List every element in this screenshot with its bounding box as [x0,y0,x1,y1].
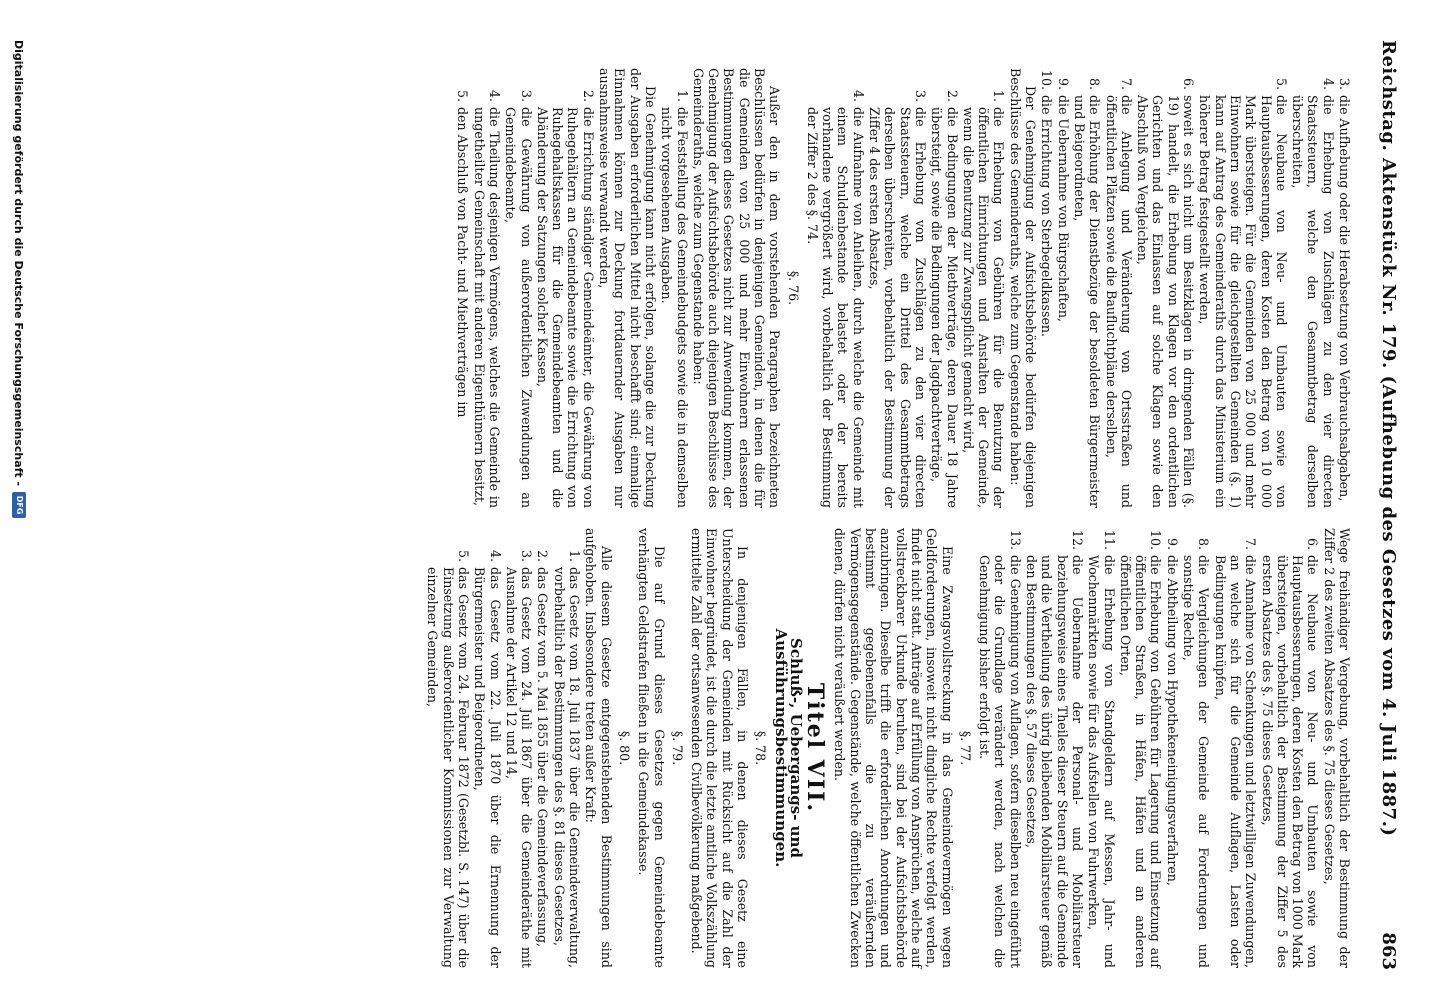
list-item-number: 3. [1337,77,1352,90]
list-item-text: die Neubaue von Neu- und Umbauten sowie von Hauptausbesserungen, deren Kosten den Betrag von 10 000 Mark übersteigen. Für die Gemeinden von 25 000 und mehr Einwohnern sowie für die gleichgestellten Gemeinden (§. 1) kann auf Antrag des Gemeinderaths durch das Ministerium ein höherer Betrag festgestellt werden, [1197,95,1289,508]
list-item-text: das Gesetz vom 24. Februar 1872 (Gesetzbl. S. 147) über die Einsetzung außerordentlicher Kommissionen zur Verwaltung einzelner Gemeinden, [425,567,471,968]
list-item [1212,528,1258,968]
digitization-footer [8,40,30,1000]
list-item-text: die Anlegung und Veränderung von Ortsstraßen und öffentlichen Plätzen sowie die Baufluchtpläne derselben, [1103,95,1134,508]
list-item-number: 4. [850,89,866,102]
list-item [535,84,596,508]
list-item-text: das Gesetz vom 18. Juli 1837 über die Gemeindeverwaltung, vorbehaltlich der Bestimmungen des §. 81 dieses Gesetzes, [551,567,583,968]
list-item-number: 3. [518,89,534,102]
list-item [1164,528,1179,968]
list-item [1337,68,1352,508]
list-item-text: die Feststellung des Gemeindebudgets sowie die in demselben nicht vorgesehenen Ausgaben. [659,107,690,508]
list-item-text: die Erhebung von Standgeldern auf Messen, Jahr- und Wochenmärkten sowie für das Aufstellen von Fuhrwerken, [1086,555,1117,968]
list-item [1290,68,1336,508]
list-item [1072,68,1103,508]
list-item-number: 9. [1164,537,1180,550]
list-item-number: 7. [1118,77,1134,90]
list-item-text: die Vergleichungen der Gemeinde auf Forderungen und sonstige Rechte, [1181,555,1212,968]
section-heading: §. 79. [669,730,685,766]
list-item-number: 10. [1148,529,1164,550]
title-heading: Titel VII. [802,682,829,814]
list-item-text: die Erhebung von Gebühren für Lagerung und Einsetzung auf öffentlichen Straßen, in Häfen, Häfen und an anderen öffentlichen Orten, [1117,555,1164,968]
footer-text: Digitalisierung gefördert durch die Deutsche Forschungsgemeinschaft - [12,40,26,487]
list-item-text: das Gesetz vom 22. Juli 1870 über die Ernennung der Bürgermeister und Beigeordneten, [472,567,503,968]
section-heading: §. 80. [616,730,632,766]
paragraph: Die Genehmigung kann nicht erfolgen, solange die zur Deckung der Ausgaben erforderlichen Mittel nicht beschafft sind; einmalige Einnahmen können zur Deckung fortdauernder Ausgaben nur ausnahmsweise verwandt werden, [597,68,658,508]
list-item [551,544,582,968]
list-item-text: die Erhöhung der Dienstbezüge der besoldeten Bürgermeister und Beigeordneten, [1071,95,1103,508]
list-item-number: 1. [991,89,1007,102]
list-item [1055,68,1070,508]
paragraph: Außer den in dem vorstehenden Paragraphen bezeichneten Beschlüssen bedürfen in denjenigen Gemeinden, in denen die für die Gemeinden von 25 000 und mehr Einwohnern erlassenen Bestimmungen dieses Gesetzes nicht zur Anwendung kommen, der Genehmigung der Aufsichtsbehörde auch diejenigen Beschlüsse des Gemeinderaths, welche zum Gegenstande haben: [690,68,783,508]
list-item [1086,528,1117,968]
left-text-column [454,68,1352,508]
list-item-number: 4. [486,89,502,102]
list-item-number: 11. [1101,529,1117,550]
list-item-text: das Gesetz vom 24. Juli 1867 über die Gemeinderäthe mit Ausnahme der Artikel 12 und 14, [503,567,535,968]
list-item [1197,68,1289,508]
list-item-text: die Errichtung ständiger Gemeindeämter, die Gewährung von Ruhegehältern an Gemeindebeamte sowie die Errichtung von Ruhegehaltskassen für die Gemeindebeamten und die Abänderung der Satzungen solcher Kassen, [534,107,596,508]
paragraph: Der Genehmigung der Aufsichtsbehörde bedürfen diejenigen Beschlüsse des Gemeinderaths, welche zum Gegenstande haben: [1007,68,1039,508]
list-item [961,84,1007,508]
list-item [929,84,960,508]
section-heading: §. 78. [753,730,769,766]
list-item-number: 2. [944,89,960,102]
dfg-logo-icon: DFG [12,492,26,518]
list-item-number: 3. [912,89,928,102]
list-item-number: 2. [580,89,596,102]
list-item [977,528,1023,968]
list-item-text: die Bedingungen der Miethverträge, deren Dauer 18 Jahre übersteigt, sowie die Bedingungen der Jagdpachtverträge, [929,107,960,508]
list-item [1181,528,1212,968]
page-header [1376,40,1402,970]
right-text-column [424,528,1352,968]
list-item [503,84,534,508]
list-item-number: 5. [455,89,471,102]
page-header-title: Reichstag. Aktenstück Nr. 179. (Aufhebung des Gesetzes vom 4. Juli 1887.) [1378,40,1400,837]
list-item-number: 10. [1039,69,1055,90]
list-item-number: 12. [1069,529,1085,550]
list-item [659,84,690,508]
list-item-number: 3. [519,549,535,562]
list-item-number: 1. [567,549,583,562]
list-item-text: die Aufnahme von Anleihen, durch welche die Gemeinde mit einem Schuldenbestande belastet oder der bereits vorhandene vergrößert wird, vorbehaltlich der Bestimmung der Ziffer 2 des §. 74. [804,107,866,508]
list-item-number: 6. [1181,77,1197,90]
list-item [455,84,470,508]
list-item-text: das Gesetz vom 5. Mai 1855 über die Gemeindeverfassung, [535,567,551,948]
list-item [1118,528,1164,968]
paragraph: In denjenigen Fällen, in denen dieses Gesetz eine Unterscheidung der Gemeinden mit Rücksicht auf die Zahl der Einwohner begründet, ist die durch die letzte amtliche Volkszählung ermittelte Zahl der ortsanwesenden Civilbevölkerung maßgebend. [689,528,751,968]
list-item-number: 7. [1243,537,1259,550]
list-item-text: die Uebernahme der Personal- und Mobiliarsteuer beziehungsweise eines Theiles dieser Steuern auf die Gemeinde und die Vertheilung des übrig bleibenden Mobiliarsteuer gemäß den Bestimmungen des §. 57 dieses Gesetzes, [1024,555,1085,968]
paragraph: Die auf Grund dieses Gesetzes gegen Gemeindebeamte verhängten Geldstrafen fließen in die Gemeindekasse. [636,528,667,968]
list-item [425,544,471,968]
list-item [472,544,503,968]
list-item-text: die Errichtung von Sterbegeldkassen. [1039,95,1055,338]
list-item [1135,68,1196,508]
list-item-text: die Erhebung von Gebühren für die Benutzung der öffentlichen Einrichtungen und Anstalten der Gemeinde, wenn die Benutzung zur Zwangspflicht gemacht wird, [960,107,1007,508]
list-item [867,84,928,508]
page-number: 863 [1378,932,1400,970]
list-item [1024,528,1085,968]
title-subheading: Schluß-, Uebergangs- und Ausführungsbestimmungen. [771,628,805,868]
list-item-text: die Erhebung von Zuschlägen zu den vier directen Staatssteuern, welche den Gesammtbetrag derselben überschreiten, [1290,95,1336,508]
section-heading: §. 77. [957,730,973,766]
list-item-text: die Abtheilung von Hypothekeneinigungsverfahren, [1164,555,1180,886]
list-item [471,84,502,508]
list-item-number: 4. [1320,77,1336,90]
list-item-number: 5. [1273,77,1289,90]
list-item [1103,68,1134,508]
list-item-text: die Aufhebung oder die Herabsetzung von Verbrauchsabgaben, [1337,95,1352,502]
list-item-number: 8. [1196,537,1212,550]
paragraph: Wege freihändiger Vergebung, vorbehaltlich der Bestimmung der Ziffer 2 des zweiten Absatzes des §. 75 dieses Gesetzes, [1321,528,1352,968]
list-item-number: 8. [1087,77,1103,90]
list-item-number: 2. [535,549,551,562]
title-heading-block [771,528,829,968]
list-item-text: die Genehmigung von Auflagen, sofern dieselben neu eingeführt oder die Grundlage verändert werden, nach welchen die Genehmigung bisher erfolgt ist. [977,555,1023,968]
list-item-text: die Erhebung von Zuschlägen zu den vier directen Staatssteuern, welche ein Drittel des Gesammtbetrags derselben überschreiten, vorbehaltlich der Bestimmung der Ziffer 4 des ersten Absatzes, [867,107,928,508]
paragraph: Eine Zwangsvollstreckung in das Gemeindevermögen wegen Geldforderungen, insoweit nicht dingliche Rechte verfolgt werden, findet nicht statt. Anträge auf Erfüllung von Ansprüchen, welche auf vollstreckbarer Urkunde beruhen, sind bei der Aufsichtsbehörde anzubringen. Dieselbe trifft die erforderlichen Anordnungen und bestimmt gegebenenfalls die zu veräußernden Vermögensgegenstände. Gegenstände, welche öffentlichen Zwecken dienen, dürfen nicht veräußert werden. [832,528,955,968]
section-heading: §. 76. [785,270,801,306]
paragraph: Alle diesem Gesetze entgegenstehenden Bestimmungen sind aufgehoben. Insbesondere treten außer Kraft: [583,528,614,968]
list-item-text: die Annahme von Schenkungen und letztwilligen Zuwendungen, an welche sich für die Gemeinde Auflagen, Lasten oder Bedingungen knüpfen, [1212,555,1259,968]
list-item [535,544,550,968]
list-item-text: die Neubaue von Neu- und Umbauten sowie von Hauptausbesserungen, deren Kosten den Betrag von 1000 Mark übersteigen, vorbehaltlich der Bestimmung der Ziffer 5 des ersten Absatzes des §. 75 dieses Gesetzes, [1259,555,1321,968]
list-item-number: 1. [674,89,690,102]
list-item-text: die Uebernahme von Bürgschaften, [1055,95,1071,322]
list-item [1259,528,1320,968]
list-item-text: die Theilung desjenigen Vermögens, welches die Gemeinde in ungetheilter Gemeinschaft mit anderen Eigenthümern besitzt, [471,107,502,508]
list-item-number: 6. [1305,537,1321,550]
list-item-number: 13. [1007,529,1023,550]
list-item-text: die Gewährung von außerordentlichen Zuwendungen an Gemeindebeamte, [503,107,534,508]
list-item [805,84,866,508]
list-item-text: den Abschluß von Pacht- und Miethverträgen im [455,107,471,418]
list-item [1039,68,1054,508]
list-item-text: soweit es sich nicht um Besitzklagen in dringenden Fällen (§. 19) handelt, die Erhebung von Klagen vor den ordentlichen Gerichten und das Einlassen auf solche Klagen sowie den Abschluß von Vergleichen, [1135,95,1197,508]
list-item-number: 9. [1055,77,1071,90]
list-item-number: 5. [455,549,471,562]
list-item [504,544,535,968]
list-item-number: 4. [487,549,503,562]
